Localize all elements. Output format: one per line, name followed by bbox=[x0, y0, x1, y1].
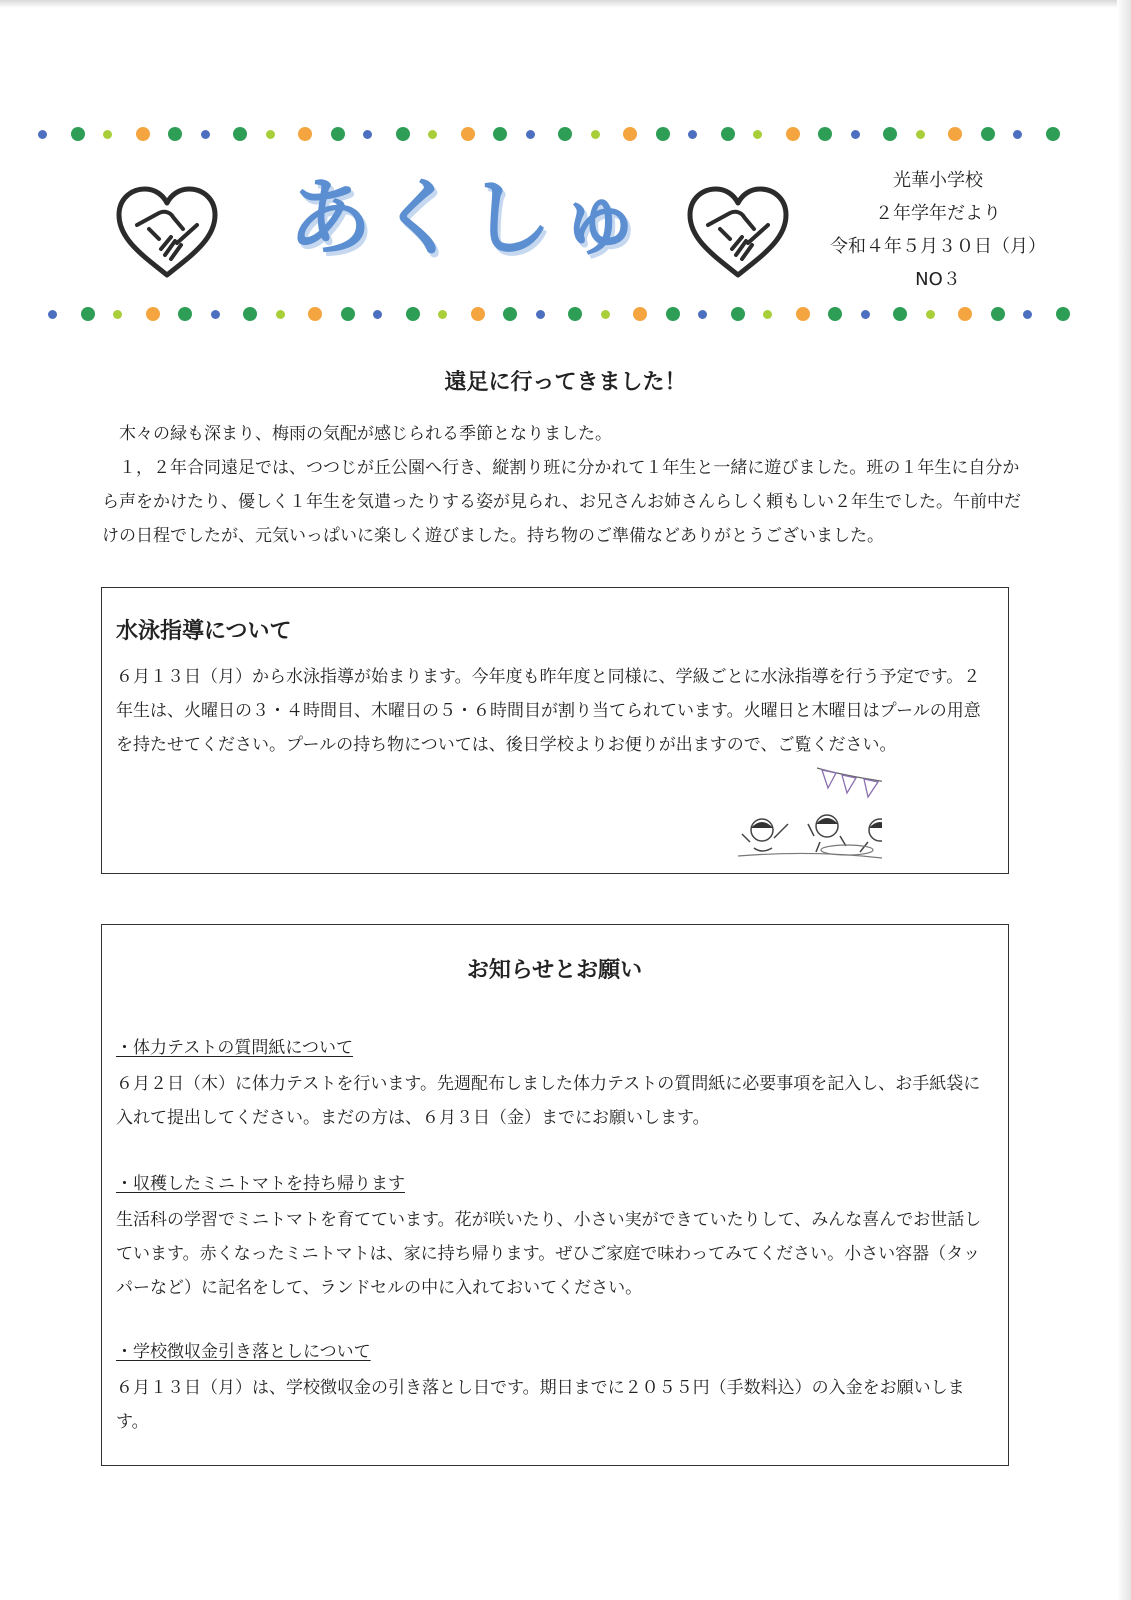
decorative-dot bbox=[373, 310, 382, 319]
decorative-dot bbox=[298, 127, 312, 141]
decorative-dot bbox=[178, 307, 192, 321]
decorative-dot bbox=[266, 130, 275, 139]
decorative-dot bbox=[926, 310, 935, 319]
decorative-dot bbox=[331, 127, 345, 141]
article-heading: 遠足に行ってきました！ bbox=[444, 370, 687, 395]
decorative-dot bbox=[168, 127, 182, 141]
scan-edge-top bbox=[0, 0, 1131, 8]
decorative-dot bbox=[276, 310, 285, 319]
decorative-dot bbox=[688, 130, 697, 139]
decorative-dot bbox=[503, 307, 517, 321]
kids-swimming-illustration bbox=[642, 758, 882, 863]
decorative-dot bbox=[763, 310, 772, 319]
article-paragraph: １，２年合同遠足では、つつじが丘公園へ行き、縦割り班に分かれて１年生と一緒に遊びました。班の１年生に自分から声をかけたり、優しく１年生を気遣ったりする姿が見られ、お兄さんお姉さんらしく頼もしい２年生でした。午前中だけの日程でしたが、元気いっぱいに楽しく遊びました。持ち物のご準備などありがとうございました。 bbox=[102, 458, 1022, 546]
decorative-dot bbox=[958, 307, 972, 321]
decorative-dot bbox=[428, 130, 437, 139]
decorative-dot bbox=[341, 307, 355, 321]
decorative-dot-row-bottom bbox=[0, 302, 1131, 326]
decorative-dot bbox=[1013, 130, 1022, 139]
notices-box bbox=[101, 924, 1009, 1466]
decorative-dot bbox=[558, 127, 572, 141]
section-text-fitness-test: ６月２日（木）に体力テストを行います。先週配布しました体力テストの質問紙に必要事項を記入し、お手紙袋に入れて提出してください。まだの方は、６月３日（金）までにお願いします。 bbox=[116, 1074, 981, 1128]
school-info bbox=[818, 164, 1058, 296]
article-paragraph: 木々の緑も深まり、梅雨の気配が感じられる季節となりました。 bbox=[119, 424, 612, 444]
issue-number: NO３ bbox=[915, 269, 961, 290]
decorative-dot bbox=[103, 130, 112, 139]
decorative-dot bbox=[991, 307, 1005, 321]
section-title-school-fee: ・学校徴収金引き落としについて bbox=[116, 1342, 371, 1362]
grade-letter-label: ２年学年だより bbox=[875, 203, 1001, 224]
decorative-dot bbox=[243, 307, 257, 321]
scan-edge-right bbox=[1117, 0, 1131, 1600]
decorative-dot-row-top bbox=[0, 122, 1131, 146]
decorative-dot bbox=[201, 130, 210, 139]
decorative-dot bbox=[308, 307, 322, 321]
section-text-school-fee: ６月１３日（月）は、学校徴収金の引き落とし日です。期日までに２０５５円（手数料込）の入金をお願いします。 bbox=[116, 1378, 965, 1432]
decorative-dot bbox=[146, 307, 160, 321]
decorative-dot bbox=[233, 127, 247, 141]
decorative-dot bbox=[698, 310, 707, 319]
decorative-dot bbox=[568, 307, 582, 321]
decorative-dot bbox=[948, 127, 962, 141]
decorative-dot bbox=[1023, 310, 1032, 319]
section-title-fitness-test: ・体力テストの質問紙について bbox=[116, 1038, 353, 1058]
decorative-dot bbox=[536, 310, 545, 319]
decorative-dot bbox=[38, 130, 47, 139]
decorative-dot bbox=[406, 307, 420, 321]
decorative-dot bbox=[753, 130, 762, 139]
decorative-dot bbox=[81, 307, 95, 321]
decorative-dot bbox=[893, 307, 907, 321]
decorative-dot bbox=[666, 307, 680, 321]
decorative-dot bbox=[363, 130, 372, 139]
decorative-dot bbox=[1046, 127, 1060, 141]
decorative-dot bbox=[851, 130, 860, 139]
decorative-dot bbox=[113, 310, 122, 319]
decorative-dot bbox=[471, 307, 485, 321]
decorative-dot bbox=[526, 130, 535, 139]
decorative-dot bbox=[633, 307, 647, 321]
decorative-dot bbox=[861, 310, 870, 319]
decorative-dot bbox=[136, 127, 150, 141]
decorative-dot bbox=[916, 130, 925, 139]
notices-heading: お知らせとお願い bbox=[466, 958, 643, 983]
decorative-dot bbox=[796, 307, 810, 321]
decorative-dot bbox=[1056, 307, 1070, 321]
swim-notice-heading: 水泳指導について bbox=[116, 619, 292, 644]
issue-date: 令和４年５月３０日（月） bbox=[830, 236, 1046, 257]
handshake-heart-icon bbox=[686, 185, 790, 281]
swim-notice-box bbox=[101, 587, 1009, 874]
decorative-dot bbox=[786, 127, 800, 141]
decorative-dot bbox=[211, 310, 220, 319]
decorative-dot bbox=[623, 127, 637, 141]
decorative-dot bbox=[828, 307, 842, 321]
school-name: 光華小学校 bbox=[893, 170, 983, 191]
section-text-mini-tomato: 生活科の学習でミニトマトを育てています。花が咲いたり、小さい実ができていたりして、みんな喜んでお世話しています。赤くなったミニトマトは、家に持ち帰ります。ぜひご家庭で味わってみてください。小さい容器（タッパーなど）に記名をして、ランドセルの中に入れておいてください。 bbox=[116, 1210, 982, 1298]
article-body bbox=[102, 417, 1022, 553]
decorative-dot bbox=[818, 127, 832, 141]
decorative-dot bbox=[438, 310, 447, 319]
swim-notice-text: ６月１３日（月）から水泳指導が始まります。今年度も昨年度と同様に、学級ごとに水泳指導を行う予定です。２年生は、火曜日の３・４時間目、木曜日の５・６時間目が割り当てられています。火曜日と木曜日はプールの用意を持たせてください。プールの持ち物については、後日学校よりお便りが出ますので、ご覧ください。 bbox=[116, 667, 981, 755]
decorative-dot bbox=[396, 127, 410, 141]
decorative-dot bbox=[721, 127, 735, 141]
newsletter-title: あくしゅ bbox=[288, 169, 649, 267]
decorative-dot bbox=[71, 127, 85, 141]
decorative-dot bbox=[591, 130, 600, 139]
decorative-dot bbox=[656, 127, 670, 141]
decorative-dot bbox=[461, 127, 475, 141]
decorative-dot bbox=[601, 310, 610, 319]
handshake-heart-icon bbox=[115, 185, 219, 281]
decorative-dot bbox=[48, 310, 57, 319]
decorative-dot bbox=[883, 127, 897, 141]
decorative-dot bbox=[731, 307, 745, 321]
section-title-mini-tomato: ・収穫したミニトマトを持ち帰ります bbox=[116, 1174, 405, 1194]
decorative-dot bbox=[981, 127, 995, 141]
decorative-dot bbox=[493, 127, 507, 141]
